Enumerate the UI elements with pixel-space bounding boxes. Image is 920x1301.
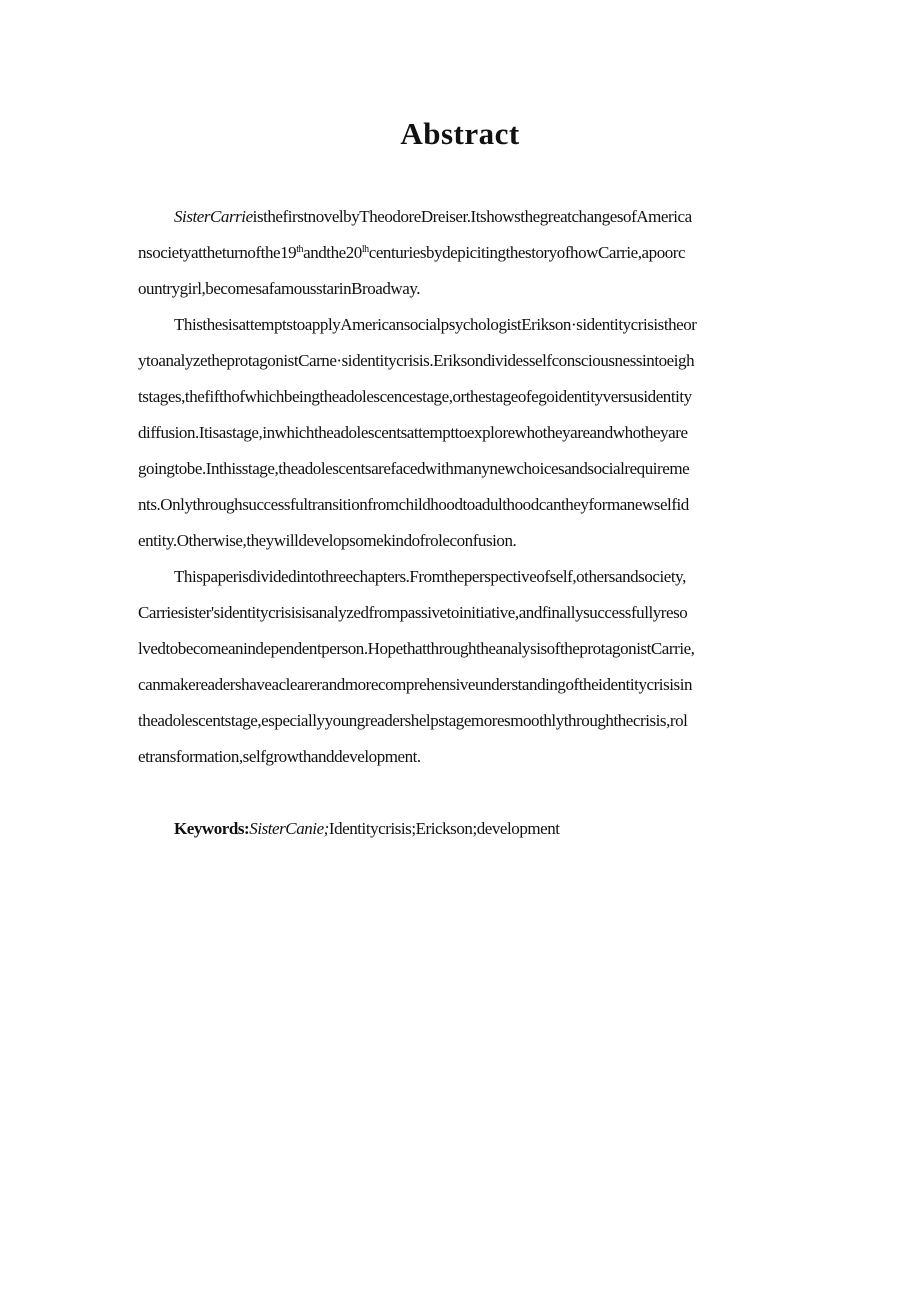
keywords-line (174, 818, 560, 840)
paragraph-2-line-3: tstages,thefifthofwhichbeingtheadolescencestage,orthestageofegoidentityversusidentity (138, 387, 692, 406)
superscript: lh (361, 244, 369, 255)
paragraph-3-line-3: lvedtobecomeanindependentperson.HopethatthroughtheanalysisoftheprotagonistCarrie, (138, 639, 695, 658)
paragraph-2-line-4: diffusion.Itisastage,inwhichtheadolescentsattempttoexplorewhotheyareandwhotheyare (138, 423, 688, 442)
text-span: andthe20 (303, 243, 362, 262)
paragraph-3-line-1: Thispaperisdividedintothreechapters.Fromtheperspectiveofself,othersandsociety, (174, 567, 686, 586)
paragraph-1-line-3: ountrygirl,becomesafamousstarinBroadway. (138, 279, 421, 298)
paragraph-3-line-4: canmakereadershaveaclearerandmorecomprehensiveunderstandingoftheidentitycrisisin (138, 675, 693, 694)
page-title: Abstract (400, 116, 520, 151)
paragraph-2-line-7: entity.Otherwise,theywilldevelopsomekindofroleconfusion. (138, 531, 517, 550)
keywords-list: Identitycrisis;Erickson;development (328, 819, 560, 838)
superscript: th (296, 244, 304, 255)
novel-title: SisterCarrie (174, 207, 253, 226)
text-span: centuriesbydepicitingthestoryofhowCarrie,apoorc (368, 243, 686, 262)
text-span: isthefirstnovelbyTheodoreDreiser.ItshowsthegreatchangesofAmerica (252, 207, 692, 226)
paragraph-2-line-5: goingtobe.Inthisstage,theadolescentsarefacedwithmanynewchoicesandsocialrequireme (138, 459, 690, 478)
paragraph-1-line-2 (138, 242, 685, 264)
paragraph-1-line-1 (174, 206, 692, 228)
paragraph-2-line-2: ytoanalyzetheprotagonistCarne·sidentitycrisis.Eriksondividesselfconsciousnessintoeigh (138, 351, 695, 370)
keyword-novel-title: SisterCanie; (249, 819, 329, 838)
paragraph-3-line-5: theadolescentstage,especiallyyoungreadershelpstagemoresmoothlythroughthecrisis,rol (138, 711, 688, 730)
paragraph-2-line-1: ThisthesisattemptstoapplyAmericansocialpsychologistErikson·sidentitycrisistheor (174, 315, 697, 334)
text-span: nsocietyattheturnofthe19 (138, 243, 297, 262)
paragraph-3-line-2: Carriesister'sidentitycrisisisanalyzedfrompassivetoinitiative,andfinallysuccessfullyreso (138, 603, 688, 622)
keywords-label: Keywords: (174, 819, 250, 838)
paragraph-2-line-6: nts.Onlythroughsuccessfultransitionfromchildhoodtoadulthoodcantheyformanewselfid (138, 495, 689, 514)
paragraph-3-line-6: etransformation,selfgrowthanddevelopment. (138, 747, 421, 766)
